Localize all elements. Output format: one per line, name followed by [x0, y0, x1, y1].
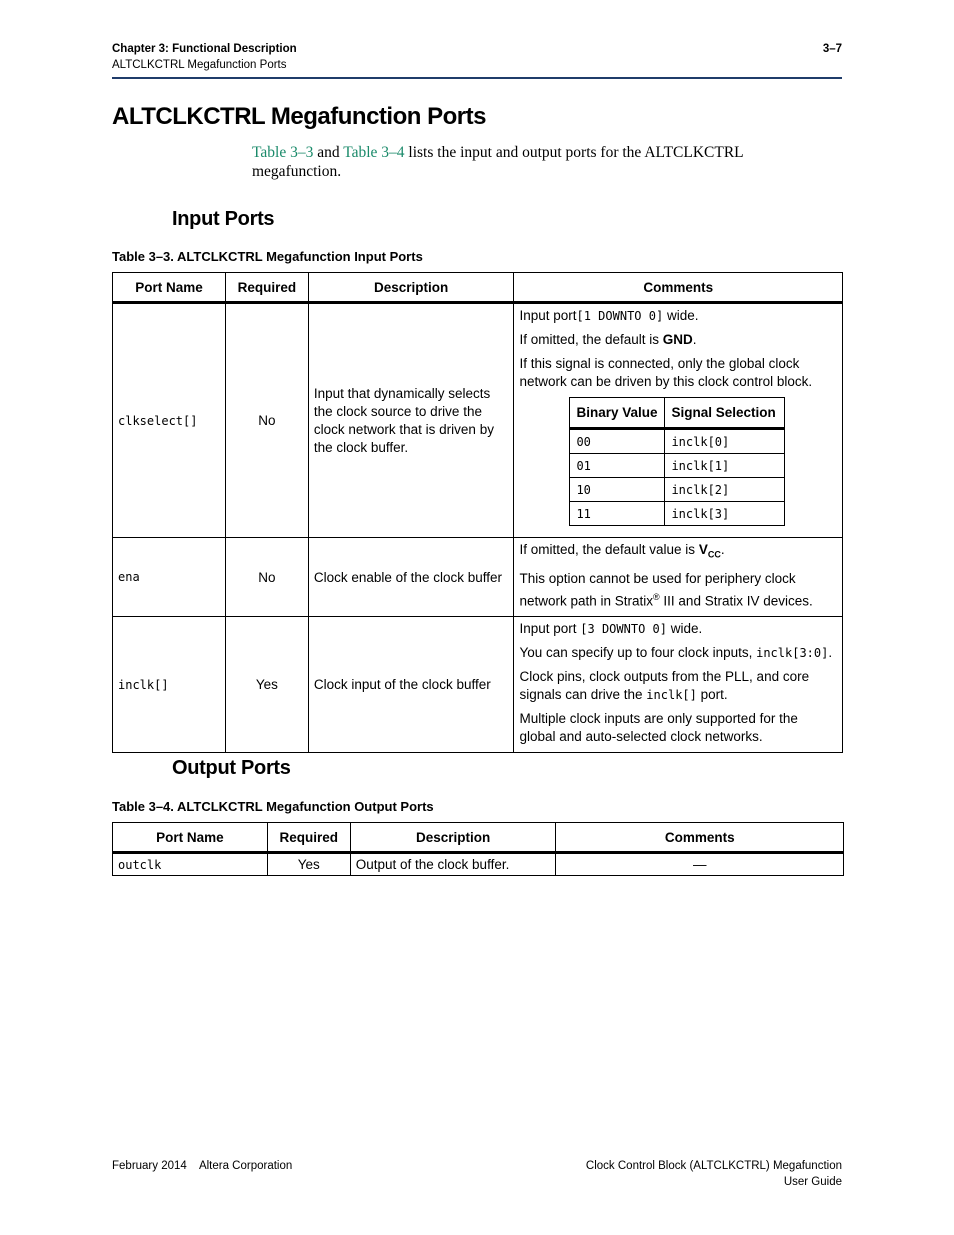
col-required: Required: [267, 823, 350, 853]
comment-line: [519, 307, 837, 325]
col-description: Description: [350, 823, 556, 853]
comment-text: wide.: [666, 308, 699, 323]
input-ports-table: [112, 272, 843, 753]
subtable-row: [570, 454, 785, 478]
col-description: Description: [308, 273, 514, 303]
signal-selection: inclk[3]: [665, 502, 785, 526]
input-ports-heading: Input Ports: [172, 208, 275, 230]
intro-paragraph: [252, 143, 822, 181]
col-port-name: Port Name: [113, 273, 226, 303]
port-required: No: [225, 303, 308, 538]
subtable-row: [570, 429, 785, 454]
port-required: Yes: [225, 617, 308, 753]
binary-value: 11: [570, 502, 665, 526]
port-name: clkselect[]: [113, 303, 226, 538]
comment-line: Multiple clock inputs are only supported for the global and auto-selected clock networks.: [519, 711, 798, 745]
comment-text: .: [720, 542, 725, 557]
port-description: Clock input of the clock buffer: [308, 617, 514, 753]
col-signal-selection: Signal Selection: [665, 398, 785, 429]
port-comments: [514, 538, 843, 617]
comment-line: [519, 668, 837, 704]
comment-text: You can specify up to four clock inputs,: [519, 645, 753, 661]
intro-and: and: [317, 144, 340, 161]
comment-text: wide.: [670, 621, 703, 637]
comment-code: inclk[]: [646, 688, 697, 703]
table-row: [113, 617, 843, 753]
comment-text: If omitted, the default is: [519, 332, 660, 347]
port-required: No: [225, 538, 308, 617]
page-title: ALTCLKCTRL Megafunction Ports: [112, 103, 486, 130]
comment-code: [1 DOWNTO 0]: [576, 309, 664, 323]
vcc-v: V: [698, 542, 708, 557]
signal-selection: inclk[1]: [665, 454, 785, 478]
vcc-symbol: [698, 542, 721, 560]
port-comments: [514, 303, 843, 538]
col-comments: Comments: [514, 273, 843, 303]
intro-text: lists the input and output ports for the ALTCLKCTRL megafunction.: [252, 144, 744, 180]
page-number: 3–7: [822, 43, 842, 55]
comment-bold: GND: [662, 332, 693, 347]
port-name: outclk: [113, 853, 268, 876]
comment-text: Clock pins, clock outputs from the PLL, and core signals can drive the: [519, 669, 810, 703]
running-header-chapter: Chapter 3: Functional Description: [112, 43, 297, 55]
table-row: [113, 853, 844, 876]
footer-doc-title: Clock Control Block (ALTCLKCTRL) Megafunction: [585, 1160, 842, 1172]
running-header-section: ALTCLKCTRL Megafunction Ports: [112, 59, 287, 71]
signal-selection: inclk[0]: [665, 429, 785, 454]
comment-code: inclk[3:0]: [756, 646, 829, 661]
col-required: Required: [225, 273, 308, 303]
table-header-row: [113, 273, 843, 303]
comment-text: Input port: [519, 308, 577, 323]
port-description: Output of the clock buffer.: [350, 853, 556, 876]
comment-text: .: [828, 645, 833, 661]
comment-line: If this signal is connected, only the global clock network can be driven by this clock control block.: [519, 356, 813, 389]
comment-line: [519, 570, 837, 611]
comment-line: [519, 541, 837, 564]
binary-value-table: [569, 397, 785, 526]
comment-text: This option cannot be used for periphery clock network path in Stratix: [519, 570, 796, 609]
output-ports-table: [112, 822, 844, 876]
vcc-sub: CC: [707, 549, 721, 560]
port-description: Clock enable of the clock buffer: [308, 538, 514, 617]
signal-selection: inclk[2]: [665, 478, 785, 502]
comment-text: port.: [700, 687, 728, 703]
port-required: Yes: [267, 853, 350, 876]
header-rule: [112, 77, 842, 79]
output-ports-heading: Output Ports: [172, 757, 291, 779]
table-row: [113, 538, 843, 617]
input-table-caption: Table 3–3. ALTCLKCTRL Megafunction Input Ports: [112, 249, 423, 264]
output-table-caption: Table 3–4. ALTCLKCTRL Megafunction Output Ports: [112, 799, 434, 814]
table-header-row: [113, 823, 844, 853]
col-port-name: Port Name: [113, 823, 268, 853]
comment-line: [519, 331, 837, 349]
col-comments: Comments: [556, 823, 844, 853]
port-comments: [514, 617, 843, 753]
port-comments: —: [556, 853, 844, 876]
subtable-row: [570, 502, 785, 526]
comment-line: [519, 620, 837, 638]
footer-date-company: February 2014 Altera Corporation: [112, 1160, 293, 1172]
comment-text: .: [692, 332, 697, 347]
binary-value: 10: [570, 478, 665, 502]
footer-doc-type: User Guide: [783, 1176, 842, 1188]
table-3-3-link[interactable]: Table 3–3: [252, 144, 314, 161]
port-name: ena: [113, 538, 226, 617]
comment-code: [3 DOWNTO 0]: [580, 622, 667, 637]
comment-text: If omitted, the default value is: [519, 542, 696, 557]
port-name: inclk[]: [113, 617, 226, 753]
table-3-4-link[interactable]: Table 3–4: [343, 144, 405, 161]
col-binary-value: Binary Value: [570, 398, 665, 429]
subtable-header-row: [570, 398, 785, 429]
table-row: [113, 303, 843, 538]
comment-text: III and Stratix IV devices.: [659, 593, 813, 609]
registered-mark: ®: [653, 591, 660, 602]
binary-value: 01: [570, 454, 665, 478]
port-description: Input that dynamically selects the clock source to drive the clock network that is driven by the clock buffer.: [308, 303, 514, 538]
comment-text: Input port: [519, 621, 577, 637]
comment-line: [519, 644, 837, 662]
binary-value: 00: [570, 429, 665, 454]
subtable-row: [570, 478, 785, 502]
